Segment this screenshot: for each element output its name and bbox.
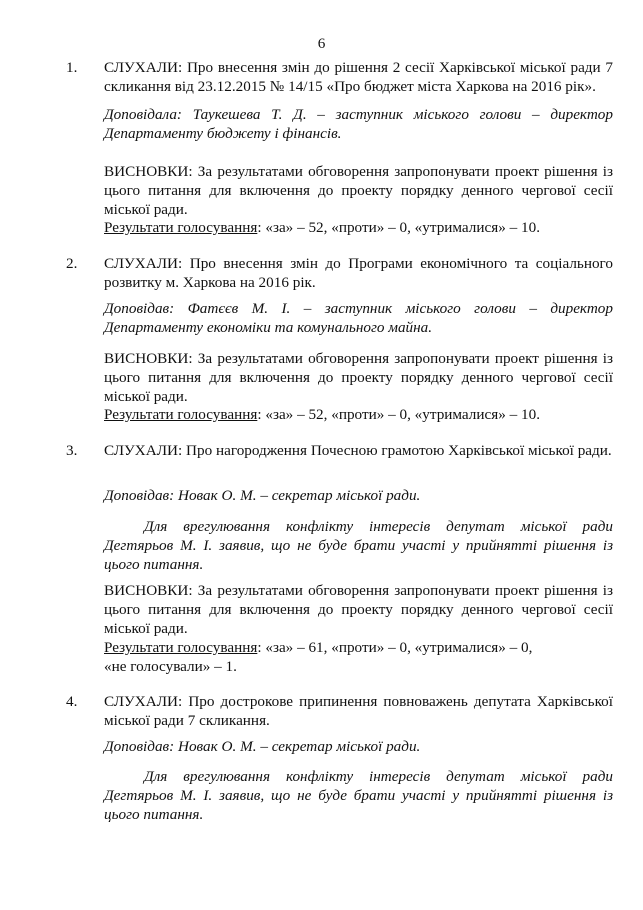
item-number: 4. bbox=[66, 693, 78, 710]
vote-label: Результати голосування bbox=[104, 406, 258, 423]
item-number: 3. bbox=[66, 442, 78, 459]
conclusion-paragraph: ВИСНОВКИ: За результатами обговорення запропонувати проект рішення із цього питання для включення до проекту порядку денного чергової сесії міської ради. bbox=[104, 350, 613, 405]
vote-text: : «за» – 52, «проти» – 0, «утрималися» – 10. bbox=[257, 406, 540, 423]
heard-paragraph: СЛУХАЛИ: Про внесення змін до рішення 2 сесії Харківської міської ради 7 скликання від 23.12.2015 № 14/15 «Про бюджет міста Харкова на 2016 рік». bbox=[104, 59, 613, 95]
conflict-note: Для врегулювання конфлікту інтересів депутат міської ради Дегтярьов М. І. заявив, що не буде брати участі у прийнятті рішення із цього питання. bbox=[104, 768, 613, 823]
vote-result bbox=[104, 638, 613, 676]
vote-label: Результати голосування bbox=[104, 639, 258, 656]
vote-text: : «за» – 61, «проти» – 0, «утрималися» – 0, bbox=[257, 639, 533, 656]
conflict-note: Для врегулювання конфлікту інтересів депутат міської ради Дегтярьов М. І. заявив, що не буде брати участі у прийнятті рішення із цього питання. bbox=[104, 518, 613, 573]
heard-paragraph: СЛУХАЛИ: Про нагородження Почесною грамотою Харківської міської ради. bbox=[104, 442, 612, 459]
vote-text: : «за» – 52, «проти» – 0, «утрималися» – 10. bbox=[257, 219, 540, 236]
speaker-paragraph: Доповідав: Новак О. М. – секретар міської ради. bbox=[104, 738, 421, 755]
item-number: 2. bbox=[66, 255, 78, 272]
conclusion-paragraph: ВИСНОВКИ: За результатами обговорення запропонувати проект рішення із цього питання для включення до проекту порядку денного чергової сесії міської ради. bbox=[104, 163, 613, 218]
speaker-paragraph: Доповідав: Новак О. М. – секретар міської ради. bbox=[104, 487, 421, 504]
speaker-paragraph: Доповідала: Таукешева Т. Д. – заступник міського голови – директор Департаменту бюджету і фінансів. bbox=[104, 106, 613, 142]
vote-result bbox=[104, 218, 613, 237]
page-number: 6 bbox=[317, 35, 326, 52]
item-number: 1. bbox=[66, 59, 78, 76]
heard-paragraph: СЛУХАЛИ: Про внесення змін до Програми економічного та соціального розвитку м. Харкова на 2016 рік. bbox=[104, 255, 613, 291]
speaker-paragraph: Доповідав: Фатєєв М. І. – заступник міського голови – директор Департаменту економіки та комунального майна. bbox=[104, 300, 613, 336]
heard-paragraph: СЛУХАЛИ: Про дострокове припинення повноважень депутата Харківської міської ради 7 скликання. bbox=[104, 693, 613, 729]
conclusion-paragraph: ВИСНОВКИ: За результатами обговорення запропонувати проект рішення із цього питання для включення до проекту порядку денного чергової сесії міської ради. bbox=[104, 582, 613, 637]
vote-text-2: «не голосували» – 1. bbox=[104, 658, 237, 675]
vote-result bbox=[104, 405, 613, 424]
vote-label: Результати голосування bbox=[104, 219, 258, 236]
